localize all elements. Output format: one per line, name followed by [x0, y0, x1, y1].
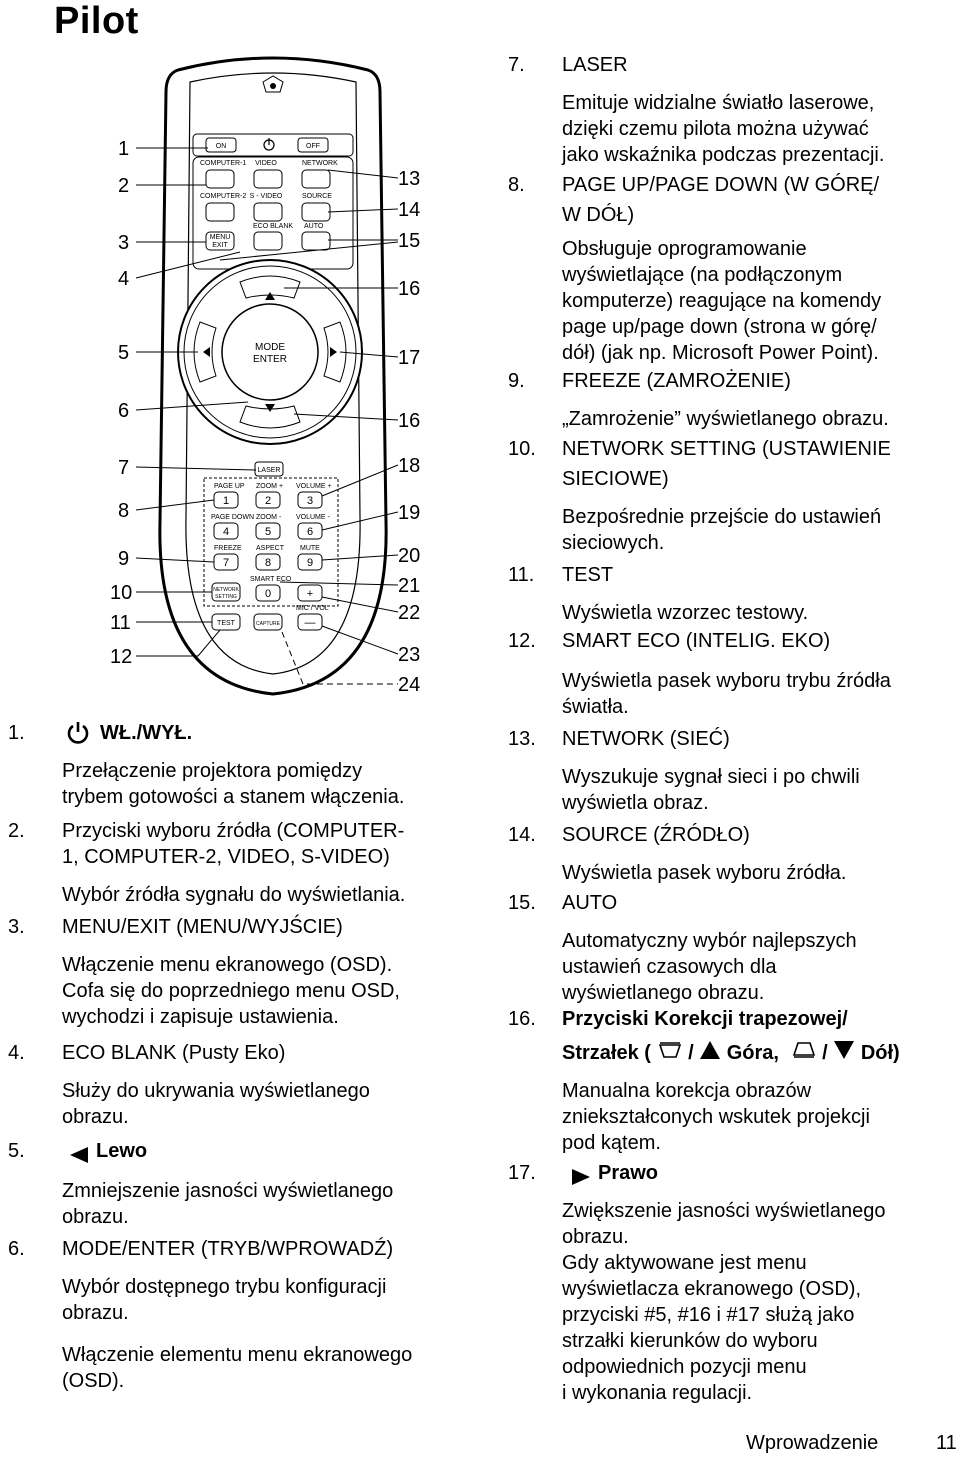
item-8-heading: 8. PAGE UP/PAGE DOWN (W GÓRĘ/ W DÓŁ) — [508, 174, 880, 226]
svg-text:14: 14 — [398, 199, 421, 221]
item-13-heading: 13. NETWORK (SIEĆ) — [508, 728, 730, 750]
svg-text:VOLUME +: VOLUME + — [296, 483, 332, 490]
off-label: OFF — [306, 143, 320, 150]
svg-text:SETTING: SETTING — [215, 594, 237, 600]
svg-text:15: 15 — [398, 230, 421, 252]
item-14-description: Wyświetla pasek wyboru źródła. — [562, 862, 847, 884]
svg-text:VIDEO: VIDEO — [255, 160, 277, 167]
item-4-description: Służy do ukrywania wyświetlanego obrazu. — [62, 1080, 370, 1128]
svg-text:2: 2 — [264, 495, 272, 507]
svg-text:S - VIDEO: S - VIDEO — [249, 193, 283, 200]
item-6-heading: 6. MODE/ENTER (TRYB/WPROWADŹ) — [8, 1238, 394, 1260]
item-7-description: Emituje widzialne światło laserowe, dzięki czemu pilota można używać jako wskaźnika podczas prezentacji. — [562, 92, 885, 166]
item-10-description: Bezpośrednie przejście do ustawień sieciowych. — [562, 506, 882, 554]
right-triangle-icon — [572, 1166, 590, 1192]
item-7-heading: 7. LASER — [508, 54, 628, 76]
item-3-description: Włączenie menu ekranowego (OSD). Cofa się do poprzedniego menu OSD, wychodzi i zapisuje ustawienia. — [62, 954, 400, 1028]
item-11-description: Wyświetla wzorzec testowy. — [562, 602, 809, 624]
item-5-heading: 5. Lewo — [8, 1138, 25, 1164]
callouts-right — [398, 168, 420, 696]
svg-text:4: 4 — [222, 526, 230, 538]
callouts-left — [110, 138, 132, 668]
item-16-heading-line-2: Strzałek ( / Góra, / Dół) — [562, 1040, 900, 1067]
svg-text:18: 18 — [398, 455, 421, 477]
svideo-button — [254, 203, 282, 221]
computer1-button — [206, 170, 234, 188]
svg-text:MIC / VOL: MIC / VOL — [296, 605, 329, 612]
item-9-heading: 9. FREEZE (ZAMROŻENIE) — [508, 370, 791, 392]
svg-text:16: 16 — [398, 278, 421, 300]
svg-text:COMPUTER-1: COMPUTER-1 — [200, 160, 247, 167]
item-13-description: Wyszukuje sygnał sieci i po chwili wyświetla obraz. — [562, 766, 860, 814]
svg-text:CAPTURE: CAPTURE — [256, 621, 280, 627]
item-4-heading: 4. ECO BLANK (Pusty Eko) — [8, 1042, 286, 1064]
svg-text:ENTER: ENTER — [253, 354, 287, 365]
auto-button — [302, 232, 330, 250]
item-8-description: Obsługuje oprogramowanie wyświetlające (na podłączonym komputerze) reagujące na komendy page up/page down (strona w górę/ dół) (jak np. Microsoft Power Point). — [562, 238, 882, 364]
svg-text:EXIT: EXIT — [212, 242, 228, 249]
item-12-heading: 12. SMART ECO (INTELIG. EKO) — [508, 630, 831, 652]
item-14-heading: 14. SOURCE (ŹRÓDŁO) — [508, 824, 750, 846]
footer-section: Wprowadzenie — [746, 1432, 879, 1454]
svg-text:9: 9 — [306, 557, 314, 569]
svg-text:9: 9 — [118, 548, 130, 570]
svg-text:17: 17 — [398, 347, 421, 369]
svg-text:MUTE: MUTE — [300, 545, 320, 552]
item-3-heading: 3. MENU/EXIT (MENU/WYJŚCIE) — [8, 916, 343, 938]
svg-text:1: 1 — [222, 495, 230, 507]
svg-text:8: 8 — [264, 557, 272, 569]
svg-text:VOLUME -: VOLUME - — [296, 514, 330, 521]
svg-text:TEST: TEST — [217, 620, 235, 627]
item-10-heading: 10. NETWORK SETTING (USTAWIENIE SIECIOWE) — [508, 438, 891, 490]
svg-text:7: 7 — [118, 457, 130, 479]
svg-text:NETWORK: NETWORK — [302, 160, 338, 167]
svg-text:MENU: MENU — [209, 234, 231, 241]
svg-text:FREEZE: FREEZE — [214, 545, 242, 552]
svg-text:24: 24 — [398, 674, 421, 696]
item-6-description: Wybór dostępnego trybu konfiguracji obrazu. — [62, 1276, 387, 1324]
left-triangle-icon — [70, 1144, 88, 1170]
svg-text:COMPUTER-2: COMPUTER-2 — [200, 193, 247, 200]
remote-control-diagram — [108, 52, 438, 702]
svg-text:SOURCE: SOURCE — [302, 193, 332, 200]
item-11-heading: 11. TEST — [508, 564, 614, 586]
item-6-description-2: Włączenie elementu menu ekranowego (OSD). — [62, 1344, 413, 1392]
svg-text:PAGE UP: PAGE UP — [214, 483, 245, 490]
item-17-description: Zwiększenie jasności wyświetlanego obrazu. Gdy aktywowane jest menu wyświetlacza ekranowego (OSD), przyciski #5, #16 i #17 służą jako strzałki kierunków do wyboru odpowiednich pozycji menu i wykonania regulacji. — [562, 1200, 886, 1404]
svg-text:4: 4 — [118, 268, 130, 290]
item-1-description: Przełączenie projektora pomiędzy trybem gotowości a stanem włączenia. — [62, 760, 405, 808]
svg-text:SMART ECO: SMART ECO — [250, 576, 292, 583]
svg-text:5: 5 — [118, 342, 130, 364]
svg-text:23: 23 — [398, 644, 421, 666]
item-16-heading: 16. Przyciski Korekcji trapezowej/ — [508, 1008, 848, 1030]
eco-blank-button — [254, 232, 282, 250]
item-1-heading: 1. WŁ./WYŁ. — [8, 720, 25, 746]
svg-text:11: 11 — [110, 612, 131, 634]
footer-page-number: 11 — [936, 1432, 957, 1454]
svg-text:ECO BLANK: ECO BLANK — [253, 223, 294, 230]
item-15-heading: 15. AUTO — [508, 892, 618, 914]
keystone-down-icon — [791, 1040, 817, 1067]
svg-text:19: 19 — [398, 502, 421, 524]
item-9-description: „Zamrożenie” wyświetlanego obrazu. — [562, 408, 889, 430]
computer2-button — [206, 203, 234, 221]
svg-text:16: 16 — [398, 410, 421, 432]
svg-text:6: 6 — [118, 400, 130, 422]
svg-text:13: 13 — [398, 168, 421, 190]
svg-text:7: 7 — [222, 557, 230, 569]
svg-text:LASER: LASER — [257, 467, 281, 474]
svg-text:ZOOM +: ZOOM + — [256, 483, 284, 490]
svg-text:—: — — [304, 617, 316, 629]
svg-text:5: 5 — [264, 526, 272, 538]
item-2-description: Wybór źródła sygnału do wyświetlania. — [62, 884, 406, 906]
svg-text:ASPECT: ASPECT — [256, 545, 285, 552]
on-label: ON — [215, 143, 227, 150]
network-button — [302, 170, 330, 188]
source-button — [302, 203, 330, 221]
svg-text:0: 0 — [264, 588, 272, 600]
item-12-description: Wyświetla pasek wyboru trybu źródła światła. — [562, 670, 891, 718]
svg-text:20: 20 — [398, 545, 421, 567]
svg-text:ZOOM -: ZOOM - — [256, 514, 282, 521]
page-title: Pilot — [54, 0, 139, 42]
svg-text:12: 12 — [110, 646, 133, 668]
remote-control-figure — [108, 52, 438, 702]
svg-text:1: 1 — [118, 138, 130, 160]
keystone-up-icon — [657, 1040, 683, 1067]
item-2-heading: 2. Przyciski wyboru źródła (COMPUTER- 1, COMPUTER-2, VIDEO, S-VIDEO) — [8, 820, 405, 868]
svg-text:+: + — [306, 588, 314, 600]
down-triangle-icon — [833, 1040, 855, 1067]
svg-text:8: 8 — [118, 500, 130, 522]
item-5-description: Zmniejszenie jasności wyświetlanego obrazu. — [62, 1180, 394, 1228]
svg-text:2: 2 — [118, 175, 130, 197]
power-icon — [66, 721, 90, 752]
up-triangle-icon — [699, 1040, 721, 1067]
svg-text:PAGE DOWN: PAGE DOWN — [211, 514, 255, 521]
item-17-heading: 17. Prawo — [508, 1160, 536, 1186]
item-15-description: Automatyczny wybór najlepszych ustawień czasowych dla wyświetlanego obrazu. — [562, 930, 857, 1004]
svg-text:AUTO: AUTO — [304, 223, 324, 230]
svg-text:3: 3 — [118, 232, 130, 254]
svg-text:22: 22 — [398, 602, 421, 624]
svg-text:21: 21 — [398, 575, 421, 597]
svg-text:6: 6 — [306, 526, 314, 538]
svg-text:NETWORK: NETWORK — [213, 587, 239, 593]
video-button — [254, 170, 282, 188]
svg-text:3: 3 — [306, 495, 314, 507]
svg-text:10: 10 — [110, 582, 133, 604]
svg-text:MODE: MODE — [255, 342, 285, 353]
item-16-description: Manualna korekcja obrazów zniekształconych wskutek projekcji pod kątem. — [562, 1080, 870, 1154]
